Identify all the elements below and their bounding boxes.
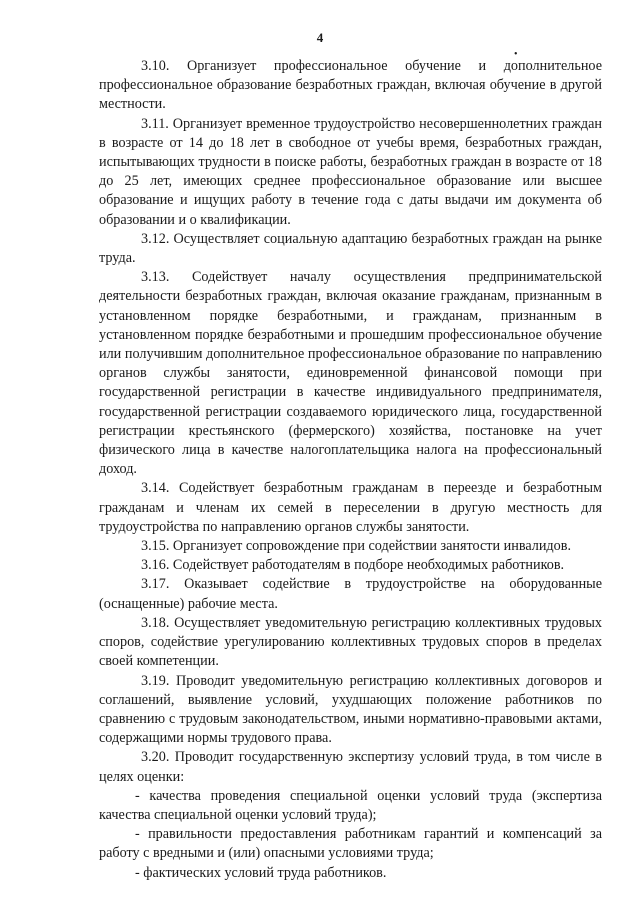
clause-3-17: 3.17. Оказывает содействие в трудоустройстве на оборудованные (оснащенные) рабочие места. [99,576,602,612]
clause-3-20: 3.20. Проводит государственную экспертизу условий труда, в том числе в целях оценки: [99,749,602,785]
bullet-item: - качества проведения специальной оценки условий труда (экспертиза качества специальной оценки условий труда); [99,787,602,823]
clause-3-13: 3.13. Содействует началу осуществления предпринимательской деятельности безработных граждан, включая оказание гражданам, признанным в установленном порядке безработными, и гражданам, признанным в установленном порядке безработными и прошедшим профессиональное обучение или получившим дополнительное профессиональное образование по направлению органов службы занятости, единовременной финансовой помощи при государственной регистрации в качестве индивидуального предпринимателя, государственной регистрации создаваемого юридического лица, государственной регистрации крестьянского (фермерского) хозяйства, постановке на учет физического лица в качестве налогоплательщика налога на профессиональный доход. [99,269,602,478]
clause-3-12: 3.12. Осуществляет социальную адаптацию безработных граждан на рынке труда. [99,230,602,267]
clause-3-10: 3.10. Организует профессиональное обучение и дополнительное профессиональное образование безработных граждан, включая обучение в другой местности. [99,58,602,113]
document-body [99,57,602,883]
clause-3-16: 3.16. Содействует работодателям в подборе необходимых работников. [141,557,565,574]
bullet-item: - правильности предоставления работникам гарантий и компенсаций за работу с вредными и (или) опасными условиями труда; [99,826,602,862]
clause-3-14: 3.14. Содействует безработным гражданам в переезде и безработным гражданам и членам их семей в переселении в другую местность для трудоустройства по направлению органов службы занятости. [99,480,602,535]
clause-3-18: 3.18. Осуществляет уведомительную регистрацию коллективных трудовых споров, содействие урегулированию коллективных трудовых споров в пределах своей компетенции. [99,614,602,670]
bullet-item: - фактических условий труда работников. [135,864,387,881]
clause-3-11: 3.11. Организует временное трудоустройство несовершеннолетних граждан в возрасте от 14 до 18 лет в свободное от учебы время, безработных граждан, испытывающих трудности в поиске работы, безработных граждан в возрасте от 18 до 25 лет, имеющих среднее профессиональное образование или высшее образование и ищущих работу в течение года с даты выдачи им документа об образовании и о квалификации. [99,115,602,228]
page-number: 4 [316,30,324,45]
clause-3-15: 3.15. Организует сопровождение при содействии занятости инвалидов. [141,538,571,555]
clause-3-19: 3.19. Проводит уведомительную регистрацию коллективных договоров и соглашений, выявление условий, ухудшающих положение работников по сравнению с трудовым законодательством, иными нормативно-правовыми актами, содержащими нормы трудового права. [99,672,602,747]
stray-dot: • [514,49,518,60]
